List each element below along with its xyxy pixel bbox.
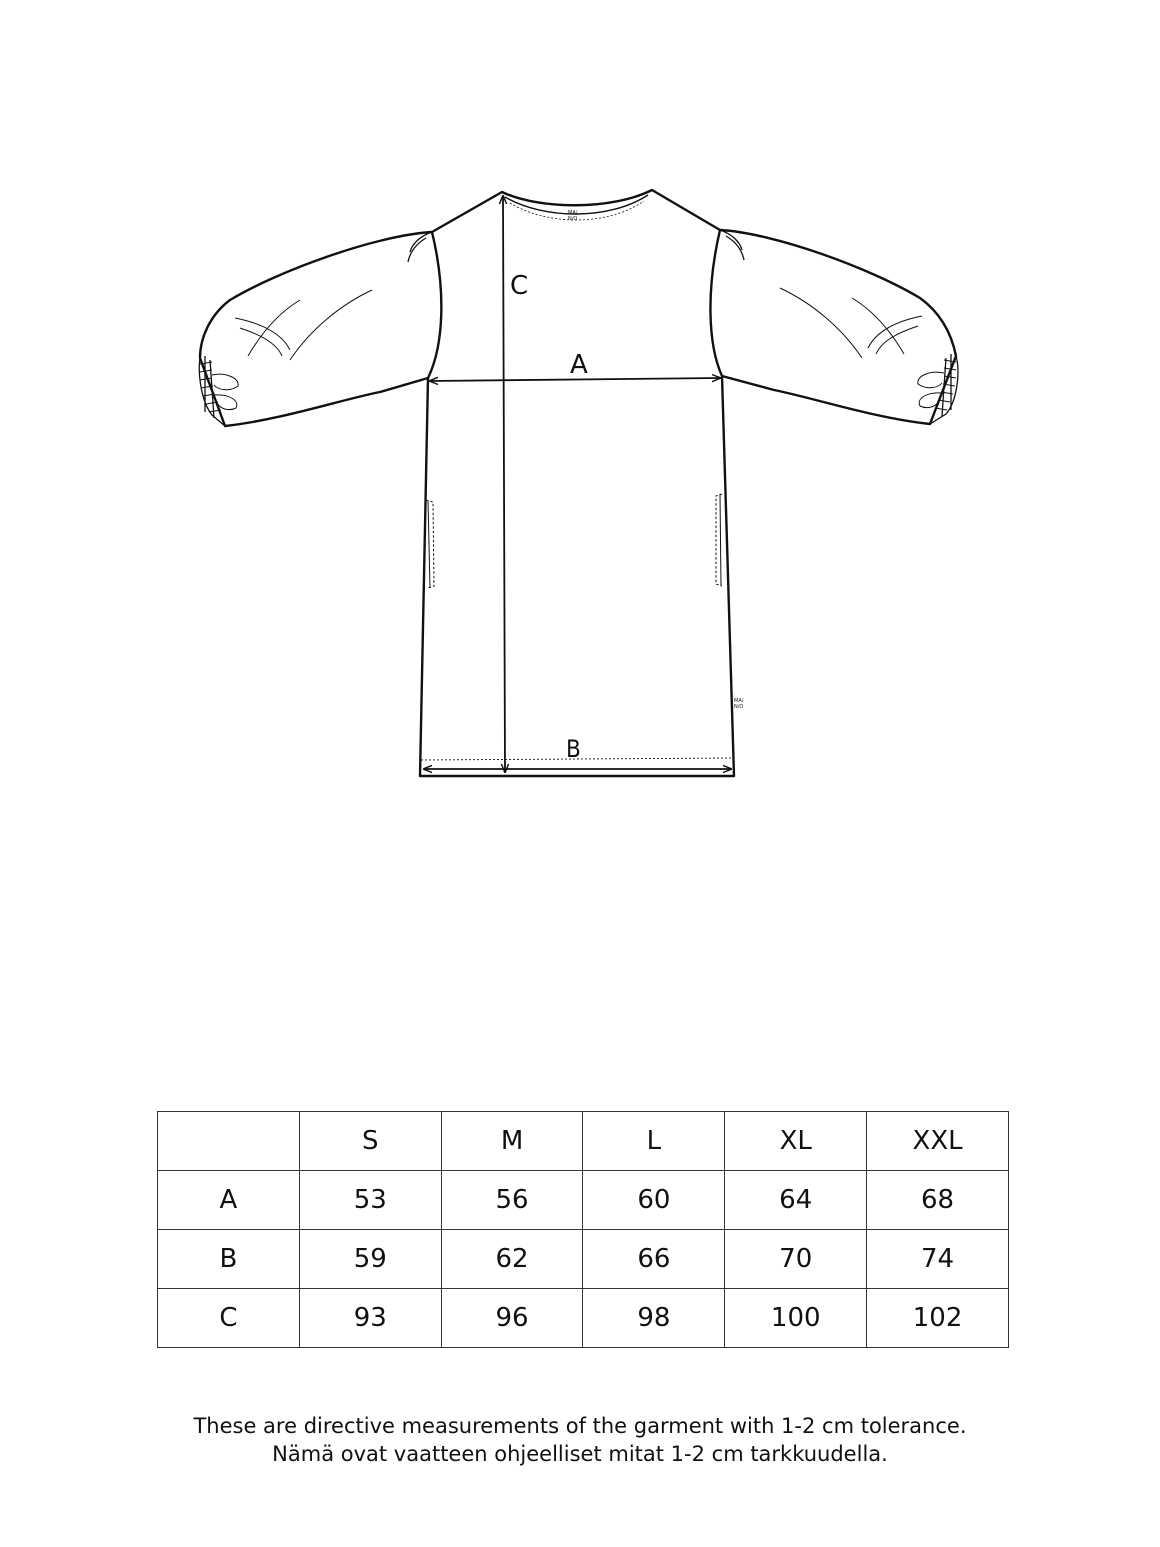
brand-tag-neck-line1: MA/ bbox=[568, 210, 578, 216]
right-sleeve-fold bbox=[780, 288, 904, 358]
table-cell: 66 bbox=[583, 1230, 725, 1289]
table-cell: 102 bbox=[867, 1289, 1009, 1348]
table-cell: 68 bbox=[867, 1171, 1009, 1230]
measurement-note-finnish: Nämä ovat vaatteen ohjeelliset mitat 1-2 cm tarkkuudella. bbox=[272, 1442, 888, 1466]
table-header-row bbox=[158, 1112, 1009, 1171]
table-cell: 64 bbox=[725, 1171, 867, 1230]
row-label: B bbox=[158, 1230, 300, 1289]
left-sleeve-fold bbox=[248, 290, 372, 360]
right-sleeve-pleat bbox=[868, 316, 922, 354]
table-cell: 53 bbox=[299, 1171, 441, 1230]
table-cell: 62 bbox=[441, 1230, 583, 1289]
measure-line-c bbox=[503, 196, 505, 772]
right-cuff-ruffle bbox=[918, 372, 944, 407]
table-cell: 60 bbox=[583, 1171, 725, 1230]
left-sleeve-gather bbox=[408, 232, 432, 262]
table-cell: 74 bbox=[867, 1230, 1009, 1289]
measurement-note-english: These are directive measurements of the garment with 1-2 cm tolerance. bbox=[193, 1414, 967, 1438]
table-header-cell-s: S bbox=[299, 1112, 441, 1171]
row-label: C bbox=[158, 1289, 300, 1348]
table-header-cell-l: L bbox=[583, 1112, 725, 1171]
table-cell: 96 bbox=[441, 1289, 583, 1348]
measure-label-a: A bbox=[570, 350, 588, 380]
measurement-note bbox=[0, 1412, 1160, 1468]
table-row bbox=[158, 1289, 1009, 1348]
table-cell: 100 bbox=[725, 1289, 867, 1348]
table-row bbox=[158, 1171, 1009, 1230]
brand-tag-side-line2: N/O bbox=[734, 704, 744, 710]
table-header-cell-xxl: XXL bbox=[867, 1112, 1009, 1171]
right-pocket-edge bbox=[720, 494, 721, 586]
table-cell: 70 bbox=[725, 1230, 867, 1289]
measure-label-c: C bbox=[510, 271, 529, 301]
table-row bbox=[158, 1230, 1009, 1289]
right-sleeve-gather bbox=[720, 230, 744, 260]
table-header-cell-xl: XL bbox=[725, 1112, 867, 1171]
right-sleeve-outline bbox=[720, 230, 956, 424]
table-cell: 56 bbox=[441, 1171, 583, 1230]
garment-body-outline bbox=[420, 190, 734, 776]
row-label: A bbox=[158, 1171, 300, 1230]
left-pocket-edge bbox=[428, 500, 430, 588]
table-cell: 98 bbox=[583, 1289, 725, 1348]
brand-tag-side-line1: MA/ bbox=[734, 698, 744, 704]
table-cell: 93 bbox=[299, 1289, 441, 1348]
left-sleeve-pleat bbox=[235, 318, 290, 356]
size-chart-table bbox=[157, 1111, 1009, 1348]
table-cell: 59 bbox=[299, 1230, 441, 1289]
table-header-cell-empty bbox=[158, 1112, 300, 1171]
table-header-cell-m: M bbox=[441, 1112, 583, 1171]
brand-tag-neck-line2: N/O bbox=[568, 216, 578, 222]
measure-label-b: B bbox=[566, 735, 581, 763]
